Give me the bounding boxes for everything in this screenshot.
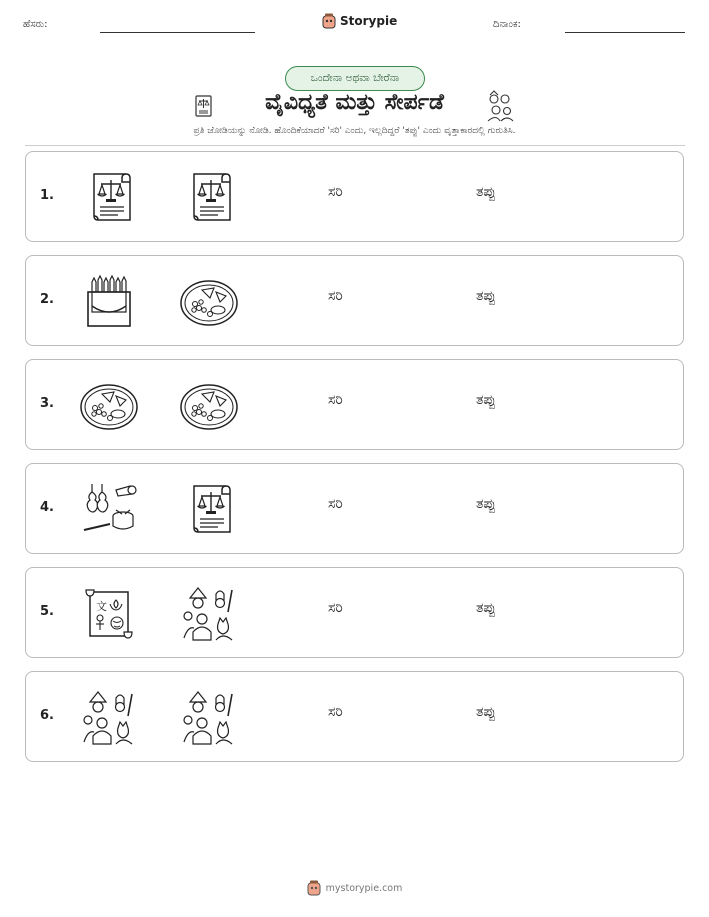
question-number: 5. xyxy=(40,604,54,619)
question-number: 2. xyxy=(40,292,54,307)
food-platter-icon xyxy=(80,378,138,434)
justice-scroll-icon xyxy=(180,482,238,538)
storypie-mascot-icon xyxy=(322,13,336,29)
question-number: 6. xyxy=(40,708,54,723)
true-option[interactable]: ಸರಿ xyxy=(328,496,343,512)
diverse-characters-icon xyxy=(180,586,238,642)
true-option[interactable]: ಸರಿ xyxy=(328,392,343,408)
diverse-characters-icon xyxy=(180,690,238,746)
false-option[interactable]: ತಪ್ಪು xyxy=(476,288,496,304)
date-label: ದಿನಾಂಕ: xyxy=(493,19,521,30)
divider xyxy=(25,145,685,146)
justice-scroll-icon xyxy=(80,170,138,226)
brand-logo xyxy=(322,13,397,29)
food-platter-icon xyxy=(180,274,238,330)
crayon-box-icon xyxy=(80,274,138,330)
question-number: 3. xyxy=(40,396,54,411)
category-pill: ಒಂದೇನಾ ಅಥವಾ ಬೇರೆನಾ xyxy=(285,66,425,91)
date-line[interactable] xyxy=(565,32,685,33)
diverse-characters-icon xyxy=(80,690,138,746)
footer xyxy=(0,880,709,896)
page-title: ವೈವಿಧ್ಯತೆ ಮತ್ತು ಸೇರ್ಪಡೆ xyxy=(265,90,444,115)
true-option[interactable]: ಸರಿ xyxy=(328,600,343,616)
instructions: ಪ್ರತಿ ಜೋಡಿಯನ್ನು ನೋಡಿ. ಹೊಂದಿಕೆಯಾದರೆ 'ಸರಿ' ಎಂದು, ಇಲ್ಲದಿದ್ದರೆ 'ತಪ್ಪು' ಎಂದು ವೃತ್ತಾಕಾರದಲ್ಲಿ ಗುರುತಿಸಿ. xyxy=(193,126,516,136)
false-option[interactable]: ತಪ್ಪು xyxy=(476,392,496,408)
question-row xyxy=(25,359,684,450)
svg-text:文: 文 xyxy=(96,600,107,613)
justice-scroll-icon xyxy=(180,170,238,226)
true-option[interactable]: ಸರಿ xyxy=(328,288,343,304)
footer-url: mystorypie.com xyxy=(325,882,403,894)
true-option[interactable]: ಸರಿ xyxy=(328,184,343,200)
question-number: 4. xyxy=(40,500,54,515)
storypie-mascot-icon xyxy=(307,880,321,896)
question-number: 1. xyxy=(40,188,54,203)
false-option[interactable]: ತಪ್ಪು xyxy=(476,184,496,200)
question-row xyxy=(25,671,684,762)
diverse-characters-icon xyxy=(484,90,516,122)
musical-instruments-icon xyxy=(80,482,138,538)
question-row xyxy=(25,255,684,346)
religious-symbols-scroll-icon xyxy=(80,586,138,642)
true-option[interactable]: ಸರಿ xyxy=(328,704,343,720)
false-option[interactable]: ತಪ್ಪು xyxy=(476,704,496,720)
name-line[interactable] xyxy=(100,32,255,33)
question-row xyxy=(25,151,684,242)
name-label: ಹೆಸರು: xyxy=(23,19,48,30)
question-row xyxy=(25,567,684,658)
false-option[interactable]: ತಪ್ಪು xyxy=(476,600,496,616)
false-option[interactable]: ತಪ್ಪು xyxy=(476,496,496,512)
food-platter-icon xyxy=(180,378,238,434)
brand-name: Storypie xyxy=(340,14,398,28)
question-row xyxy=(25,463,684,554)
